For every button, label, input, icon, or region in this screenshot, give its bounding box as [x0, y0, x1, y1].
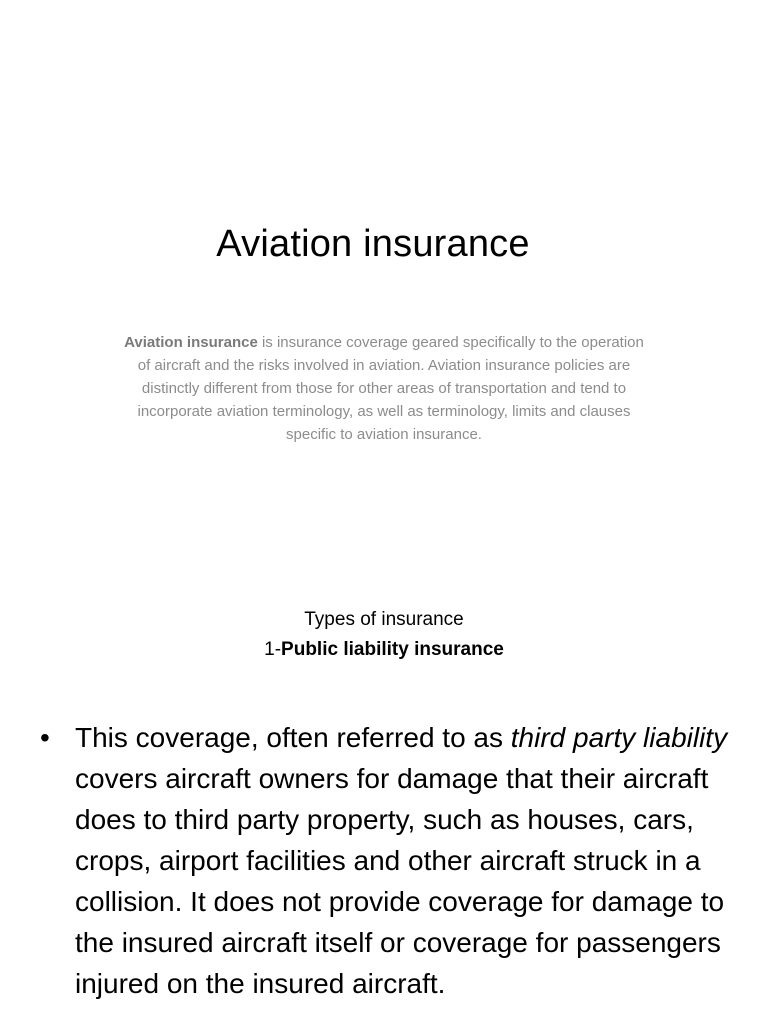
bullet-emphasis: third party liability — [510, 722, 728, 753]
section-heading — [0, 605, 768, 665]
definition-paragraph — [118, 331, 650, 446]
insurance-type-line — [0, 635, 768, 665]
types-heading: Types of insurance — [304, 609, 464, 630]
bullet-intro: This coverage, often referred to as — [75, 722, 511, 753]
insurance-type-name: Public liability insurance — [281, 639, 504, 660]
bullet-body: covers aircraft owners for damage that their aircraft does to third party property, such as houses, cars, crops, airport facilities and other aircraft struck in a collision. It does not provide coverage for damage to the insured aircraft itself or coverage for passengers injured on the insured aircraft. — [75, 763, 725, 999]
bullet-icon: • — [40, 722, 50, 753]
insurance-type-number: 1- — [264, 639, 282, 660]
definition-text: is insurance coverage geared specifically to the operation of aircraft and the risks involved in aviation. Aviation insurance policies are distinctly different from those for other areas of transportation and tend to incorporate aviation terminology, as well as terminology, limits and clauses specific to aviation insurance. — [137, 334, 644, 443]
definition-term: Aviation insurance — [124, 334, 258, 351]
page-title: Aviation insurance — [216, 223, 530, 265]
bullet-list — [40, 717, 730, 1004]
bullet-paragraph — [75, 717, 730, 1004]
